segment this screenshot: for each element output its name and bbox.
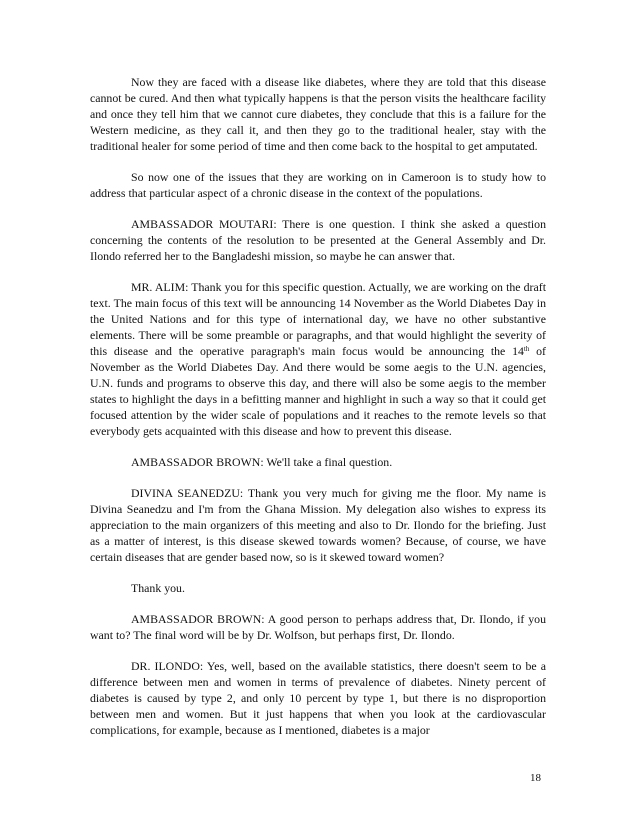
paragraph-seanedzu: DIVINA SEANEDZU: Thank you very much for giving me the floor. My name is Divina Seanedzu and I'm from the Ghana Mission. My delegation also wishes to express its appreciation to the main organizers of this meeting and also to Dr. Ilondo for the briefing. Just as a matter of interest, is this disease skewed towards women? Because, of course, we have certain diseases that are gender based now, so is it skewed toward women? [90, 486, 546, 564]
paragraph-alim-part-2: of November as the World Diabetes Day. And there would be some aegis to the U.N. agencies, U.N. funds and programs to observe this day, and there will also be some aegis to the member states to highlight the days in a befitting manner and highlight in such a way so that it could get focused attention by the wider scale of populations and it reaches to the remote levels so that everybody gets acquainted with this disease and how to prevent this disease. [90, 344, 547, 438]
paragraph-healer: Now they are faced with a disease like diabetes, where they are told that this disease cannot be cured. And then what typically happens is that the person visits the healthcare facility and once they tell him that we cannot cure diabetes, they conclude that this is a failure for the Western medicine, as they call it, and then they go to the traditional healer, stay with the traditional healer for some period of time and then come back to the hospital to get amputated. [90, 75, 546, 153]
document-body [90, 74, 546, 753]
paragraph-alim-part-1: MR. ALIM: Thank you for this specific question. Actually, we are working on the draft text. The main focus of this text will be announcing 14 November as the World Diabetes Day in the United Nations and for this type of international day, we have no other substantive elements. There will be some preamble or paragraphs, and that would highlight the severity of this disease and the operative paragraph's main focus would be announcing the 14 [90, 280, 546, 358]
paragraph-thank-you: Thank you. [131, 581, 185, 595]
ordinal-superscript: th [523, 345, 530, 353]
paragraph-moutari: AMBASSADOR MOUTARI: There is one question. I think she asked a question concerning the contents of the resolution to be presented at the General Assembly and Dr. Ilondo referred her to the Bangladeshi mission, so maybe he can answer that. [90, 217, 546, 263]
paragraph-alim [90, 279, 546, 439]
paragraph-ilondo: DR. ILONDO: Yes, well, based on the available statistics, there doesn't seem to be a difference between men and women in terms of prevalence of diabetes. Ninety percent of diabetes is caused by type 2, and only 10 percent by type 1, but there is no disproportion between men and women. But it just happens that when you look at the cardiovascular complications, for example, because as I mentioned, diabetes is a major [90, 659, 546, 737]
paragraph-brown-final-question: AMBASSADOR BROWN: We'll take a final question. [131, 455, 393, 469]
page-number: 18 [530, 772, 541, 784]
paragraph-brown-address: AMBASSADOR BROWN: A good person to perhaps address that, Dr. Ilondo, if you want to? The final word will be by Dr. Wolfson, but perhaps first, Dr. Ilondo. [90, 612, 546, 642]
paragraph-cameroon: So now one of the issues that they are working on in Cameroon is to study how to address that particular aspect of a chronic disease in the context of the populations. [90, 170, 546, 200]
